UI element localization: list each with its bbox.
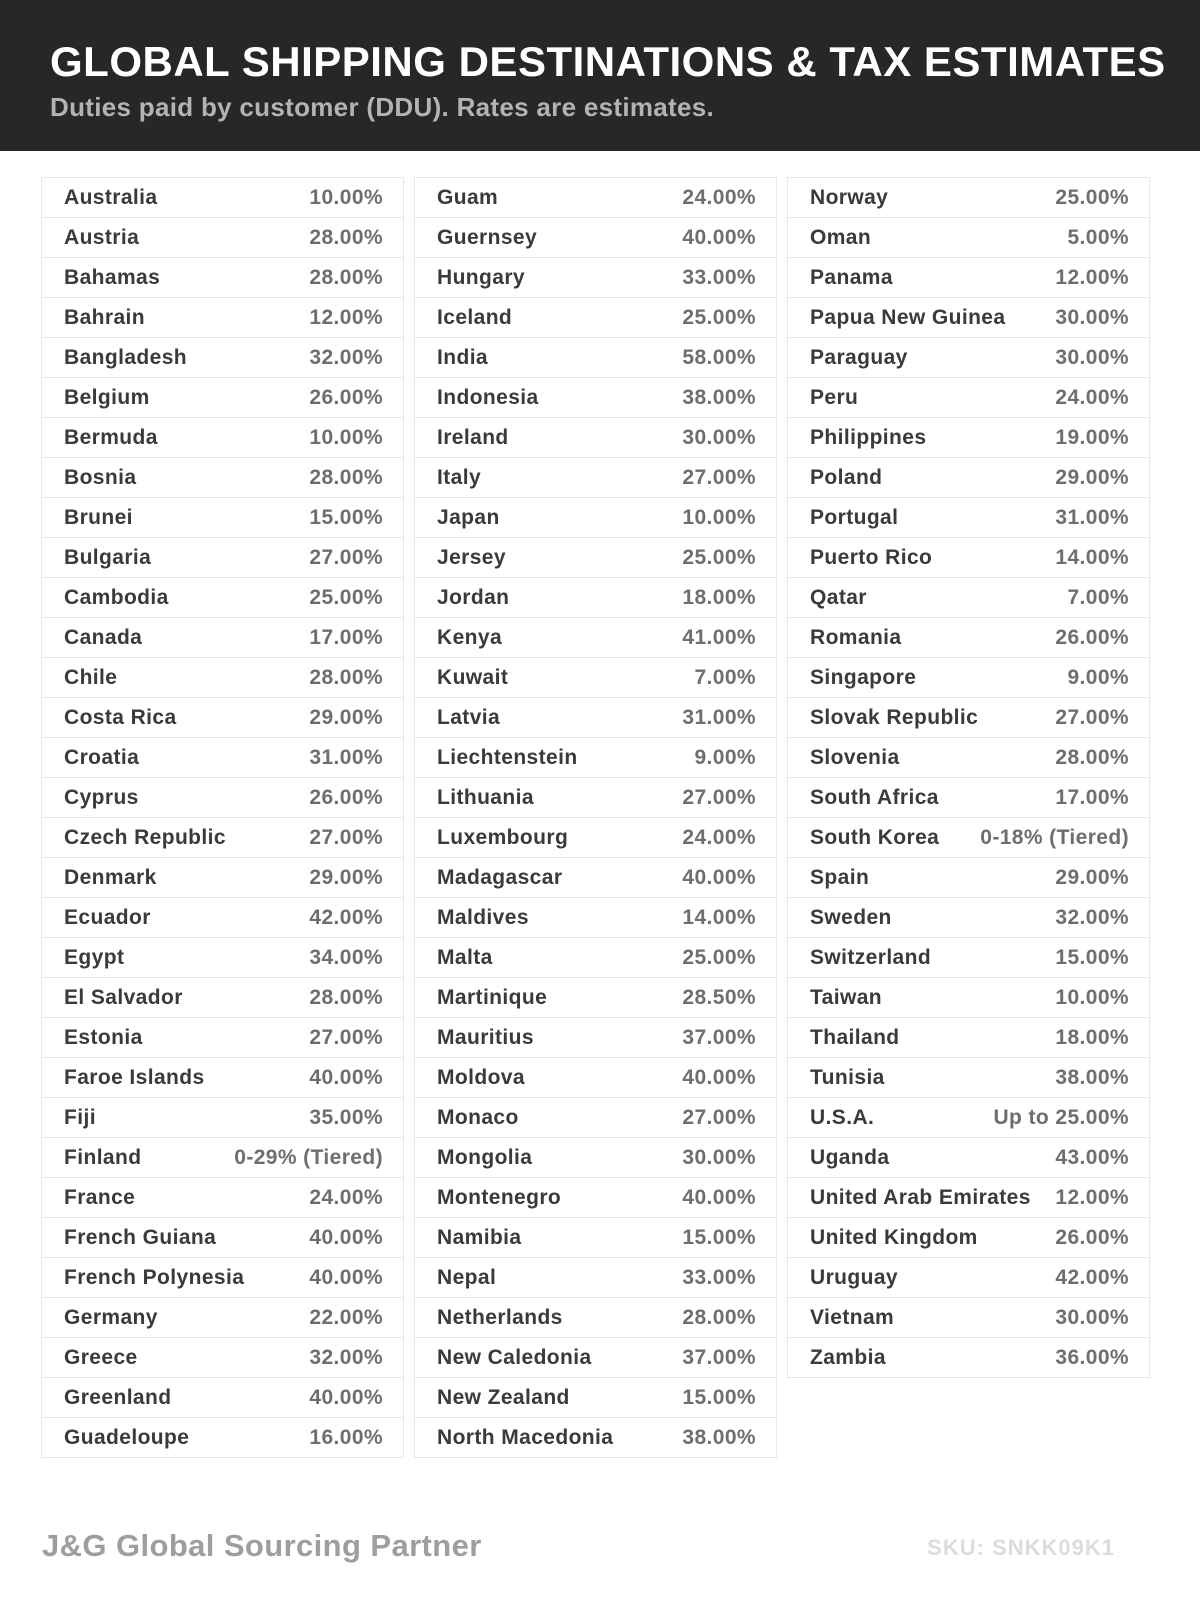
country-name: Uruguay	[810, 1265, 898, 1289]
country-name: French Guiana	[64, 1225, 217, 1249]
tax-rate-value: 9.00%	[1067, 665, 1129, 689]
tax-rate-value: 38.00%	[682, 385, 756, 409]
table-row	[787, 338, 1150, 378]
tax-rate-value: 10.00%	[682, 505, 756, 529]
country-name: El Salvador	[64, 985, 183, 1009]
country-name: Belgium	[64, 385, 150, 409]
country-name: Chile	[64, 665, 118, 689]
tax-rate-value: 10.00%	[1055, 985, 1129, 1009]
tax-rate-value: 27.00%	[1055, 705, 1129, 729]
table-row	[787, 898, 1150, 938]
country-name: Egypt	[64, 945, 125, 969]
table-row	[787, 618, 1150, 658]
table-row	[41, 978, 404, 1018]
tax-rate-value: 40.00%	[309, 1065, 383, 1089]
table-row	[41, 258, 404, 298]
table-row	[414, 458, 777, 498]
tax-rate-value: 40.00%	[309, 1385, 383, 1409]
tax-rate-value: 24.00%	[682, 825, 756, 849]
table-row	[414, 1098, 777, 1138]
tax-rate-value: 9.00%	[694, 745, 756, 769]
country-name: Bosnia	[64, 465, 137, 489]
country-name: Japan	[437, 505, 500, 529]
tax-rate-value: 25.00%	[682, 305, 756, 329]
tax-rate-value: 26.00%	[309, 385, 383, 409]
table-row	[414, 1058, 777, 1098]
table-row	[787, 498, 1150, 538]
table-row	[787, 818, 1150, 858]
table-row	[787, 778, 1150, 818]
country-name: Bahrain	[64, 305, 145, 329]
table-row	[414, 338, 777, 378]
tax-rate-value: 24.00%	[309, 1185, 383, 1209]
tax-rate-value: 35.00%	[309, 1105, 383, 1129]
table-row	[414, 538, 777, 578]
tax-rate-value: 30.00%	[682, 1145, 756, 1169]
tax-rate-value: 25.00%	[682, 945, 756, 969]
rates-column-1	[41, 177, 404, 1458]
tax-rate-value: 43.00%	[1055, 1145, 1129, 1169]
country-name: Malta	[437, 945, 493, 969]
table-row	[41, 1058, 404, 1098]
table-row	[787, 1138, 1150, 1178]
tax-rate-value: Up to 25.00%	[993, 1105, 1129, 1129]
country-name: Thailand	[810, 1025, 900, 1049]
header-banner	[0, 0, 1200, 151]
country-name: Lithuania	[437, 785, 534, 809]
table-row	[414, 1258, 777, 1298]
country-name: Croatia	[64, 745, 140, 769]
tax-rate-value: 12.00%	[309, 305, 383, 329]
tax-rate-value: 14.00%	[1055, 545, 1129, 569]
table-row	[41, 898, 404, 938]
table-row	[41, 338, 404, 378]
country-name: Greenland	[64, 1385, 172, 1409]
country-name: Nepal	[437, 1265, 497, 1289]
table-row	[41, 298, 404, 338]
tax-rate-value: 37.00%	[682, 1025, 756, 1049]
country-name: Singapore	[810, 665, 917, 689]
country-name: Faroe Islands	[64, 1065, 205, 1089]
tax-rate-value: 27.00%	[682, 465, 756, 489]
country-name: Guadeloupe	[64, 1425, 190, 1449]
country-name: Bahamas	[64, 265, 161, 289]
table-row	[787, 1098, 1150, 1138]
table-row	[414, 778, 777, 818]
country-name: Switzerland	[810, 945, 932, 969]
tax-rate-value: 32.00%	[309, 345, 383, 369]
tax-rate-value: 30.00%	[1055, 305, 1129, 329]
table-row	[414, 938, 777, 978]
tax-rate-value: 37.00%	[682, 1345, 756, 1369]
table-row	[414, 1218, 777, 1258]
table-row	[414, 1378, 777, 1418]
country-name: South Korea	[810, 825, 940, 849]
table-row	[787, 1018, 1150, 1058]
tax-rate-value: 28.50%	[682, 985, 756, 1009]
country-name: Bermuda	[64, 425, 158, 449]
table-row	[414, 378, 777, 418]
country-name: United Kingdom	[810, 1225, 978, 1249]
tax-rate-value: 30.00%	[1055, 345, 1129, 369]
table-row	[41, 458, 404, 498]
table-row	[41, 1098, 404, 1138]
table-row	[787, 1178, 1150, 1218]
tax-rate-value: 28.00%	[309, 465, 383, 489]
tax-rate-value: 38.00%	[1055, 1065, 1129, 1089]
country-name: Costa Rica	[64, 705, 177, 729]
table-row	[414, 1338, 777, 1378]
country-name: Montenegro	[437, 1185, 562, 1209]
country-name: Mongolia	[437, 1145, 533, 1169]
tax-rate-value: 5.00%	[1067, 225, 1129, 249]
tax-rate-value: 15.00%	[1055, 945, 1129, 969]
country-name: Slovenia	[810, 745, 900, 769]
table-row	[787, 1258, 1150, 1298]
tax-rate-value: 40.00%	[682, 225, 756, 249]
country-name: Puerto Rico	[810, 545, 933, 569]
table-row	[414, 1138, 777, 1178]
country-name: Guernsey	[437, 225, 538, 249]
tax-rate-value: 29.00%	[1055, 465, 1129, 489]
tax-rate-value: 16.00%	[309, 1425, 383, 1449]
tax-rate-value: 24.00%	[682, 185, 756, 209]
country-name: France	[64, 1185, 136, 1209]
tax-rate-value: 27.00%	[309, 825, 383, 849]
tax-rate-value: 22.00%	[309, 1305, 383, 1329]
tax-rate-value: 17.00%	[309, 625, 383, 649]
tax-rate-value: 15.00%	[682, 1385, 756, 1409]
footer-brand: J&G Global Sourcing Partner	[42, 1528, 482, 1563]
country-name: Germany	[64, 1305, 158, 1329]
country-name: Canada	[64, 625, 143, 649]
table-row	[414, 698, 777, 738]
country-name: Kuwait	[437, 665, 509, 689]
tax-rate-value: 27.00%	[309, 1025, 383, 1049]
country-name: Maldives	[437, 905, 529, 929]
tax-rate-value: 38.00%	[682, 1425, 756, 1449]
country-name: India	[437, 345, 489, 369]
table-row	[414, 258, 777, 298]
tax-rate-value: 15.00%	[682, 1225, 756, 1249]
table-row	[787, 1338, 1150, 1378]
country-name: Romania	[810, 625, 902, 649]
country-name: Jordan	[437, 585, 510, 609]
table-row	[414, 498, 777, 538]
country-name: Kenya	[437, 625, 503, 649]
country-name: Iceland	[437, 305, 513, 329]
tax-rate-value: 0-29% (Tiered)	[234, 1145, 383, 1169]
tax-rate-value: 27.00%	[309, 545, 383, 569]
country-name: Qatar	[810, 585, 867, 609]
table-row	[414, 618, 777, 658]
table-row	[414, 1018, 777, 1058]
country-name: United Arab Emirates	[810, 1185, 1031, 1209]
table-row	[41, 1338, 404, 1378]
country-name: Vietnam	[810, 1305, 895, 1329]
tax-rate-value: 42.00%	[1055, 1265, 1129, 1289]
table-row	[787, 218, 1150, 258]
table-row	[414, 298, 777, 338]
country-name: Cambodia	[64, 585, 169, 609]
tax-rate-value: 40.00%	[309, 1225, 383, 1249]
country-name: Australia	[64, 185, 158, 209]
country-name: Monaco	[437, 1105, 519, 1129]
tax-rate-value: 28.00%	[682, 1305, 756, 1329]
country-name: Liechtenstein	[437, 745, 578, 769]
country-name: Italy	[437, 465, 482, 489]
page-title: GLOBAL SHIPPING DESTINATIONS & TAX ESTIMATES	[50, 38, 1166, 85]
country-name: Guam	[437, 185, 499, 209]
tax-rate-value: 31.00%	[309, 745, 383, 769]
table-row	[414, 1418, 777, 1458]
table-row	[41, 498, 404, 538]
table-row	[41, 738, 404, 778]
country-name: Ireland	[437, 425, 509, 449]
country-name: Indonesia	[437, 385, 539, 409]
country-name: Martinique	[437, 985, 548, 1009]
country-name: Peru	[810, 385, 859, 409]
country-name: Netherlands	[437, 1305, 563, 1329]
table-row	[41, 618, 404, 658]
tax-rate-value: 27.00%	[682, 1105, 756, 1129]
country-name: Portugal	[810, 505, 899, 529]
country-name: French Polynesia	[64, 1265, 245, 1289]
table-row	[787, 858, 1150, 898]
country-name: Moldova	[437, 1065, 525, 1089]
tax-rate-value: 32.00%	[1055, 905, 1129, 929]
country-name: Spain	[810, 865, 870, 889]
table-row	[414, 418, 777, 458]
tax-rate-value: 24.00%	[1055, 385, 1129, 409]
tax-rate-value: 41.00%	[682, 625, 756, 649]
tax-rate-value: 10.00%	[309, 425, 383, 449]
table-row	[41, 378, 404, 418]
tax-rate-value: 26.00%	[1055, 1225, 1129, 1249]
country-name: Hungary	[437, 265, 525, 289]
country-name: U.S.A.	[810, 1105, 875, 1129]
country-name: Fiji	[64, 1105, 96, 1129]
country-name: Philippines	[810, 425, 927, 449]
table-row	[787, 978, 1150, 1018]
country-name: Cyprus	[64, 785, 139, 809]
tax-rate-value: 58.00%	[682, 345, 756, 369]
country-name: North Macedonia	[437, 1425, 614, 1449]
table-row	[787, 578, 1150, 618]
tax-rate-value: 40.00%	[309, 1265, 383, 1289]
table-row	[787, 1218, 1150, 1258]
country-name: Sweden	[810, 905, 892, 929]
tax-rate-value: 30.00%	[682, 425, 756, 449]
country-name: Finland	[64, 1145, 142, 1169]
table-row	[41, 218, 404, 258]
country-name: New Caledonia	[437, 1345, 592, 1369]
country-name: Denmark	[64, 865, 157, 889]
tax-rate-value: 7.00%	[1067, 585, 1129, 609]
country-name: Slovak Republic	[810, 705, 979, 729]
footer-sku: SKU: SNKK09K1	[927, 1535, 1115, 1560]
table-row	[787, 698, 1150, 738]
table-row	[41, 658, 404, 698]
tax-rate-value: 18.00%	[1055, 1025, 1129, 1049]
country-name: Paraguay	[810, 345, 908, 369]
table-row	[41, 1258, 404, 1298]
country-name: Bangladesh	[64, 345, 188, 369]
country-name: New Zealand	[437, 1385, 570, 1409]
table-row	[41, 578, 404, 618]
country-name: Zambia	[810, 1345, 886, 1369]
table-row	[41, 418, 404, 458]
table-row	[414, 898, 777, 938]
country-name: Panama	[810, 265, 893, 289]
rates-column-2	[414, 177, 777, 1458]
table-row	[41, 538, 404, 578]
country-name: Madagascar	[437, 865, 563, 889]
table-row	[41, 1298, 404, 1338]
country-name: Brunei	[64, 505, 133, 529]
country-name: Luxembourg	[437, 825, 569, 849]
table-row	[41, 1418, 404, 1458]
table-row	[787, 298, 1150, 338]
country-name: Greece	[64, 1345, 138, 1369]
tax-rate-value: 40.00%	[682, 1185, 756, 1209]
tax-rate-value: 12.00%	[1055, 265, 1129, 289]
country-name: Uganda	[810, 1145, 890, 1169]
table-row	[787, 1058, 1150, 1098]
table-row	[414, 1178, 777, 1218]
table-row	[787, 418, 1150, 458]
table-row	[787, 1298, 1150, 1338]
tax-rate-value: 26.00%	[309, 785, 383, 809]
tax-rate-value: 31.00%	[682, 705, 756, 729]
table-row	[41, 698, 404, 738]
tax-rate-value: 28.00%	[309, 225, 383, 249]
country-name: Papua New Guinea	[810, 305, 1006, 329]
tax-rate-value: 33.00%	[682, 265, 756, 289]
table-row	[787, 658, 1150, 698]
country-name: Taiwan	[810, 985, 883, 1009]
tax-rate-value: 40.00%	[682, 1065, 756, 1089]
tax-rate-value: 30.00%	[1055, 1305, 1129, 1329]
table-row	[41, 178, 404, 218]
tax-rate-value: 40.00%	[682, 865, 756, 889]
tax-rate-value: 12.00%	[1055, 1185, 1129, 1209]
tax-rate-value: 34.00%	[309, 945, 383, 969]
table-row	[41, 1018, 404, 1058]
tax-rate-value: 28.00%	[309, 985, 383, 1009]
country-name: Czech Republic	[64, 825, 226, 849]
tax-rate-value: 27.00%	[682, 785, 756, 809]
table-row	[787, 938, 1150, 978]
tax-rate-value: 0-18% (Tiered)	[980, 825, 1129, 849]
table-row	[41, 1138, 404, 1178]
table-row	[787, 178, 1150, 218]
tax-rate-value: 26.00%	[1055, 625, 1129, 649]
tax-rate-value: 29.00%	[1055, 865, 1129, 889]
tax-rate-value: 29.00%	[309, 865, 383, 889]
tax-rate-value: 18.00%	[682, 585, 756, 609]
country-name: Tunisia	[810, 1065, 885, 1089]
table-row	[414, 978, 777, 1018]
rates-column-3	[787, 177, 1150, 1378]
table-row	[414, 578, 777, 618]
table-row	[41, 1218, 404, 1258]
table-row	[414, 818, 777, 858]
table-row	[414, 1298, 777, 1338]
table-row	[414, 218, 777, 258]
tax-rate-value: 17.00%	[1055, 785, 1129, 809]
table-row	[414, 858, 777, 898]
table-row	[787, 738, 1150, 778]
table-row	[41, 818, 404, 858]
tax-rate-value: 28.00%	[309, 665, 383, 689]
country-name: Poland	[810, 465, 883, 489]
tax-rate-value: 25.00%	[1055, 185, 1129, 209]
tax-rate-value: 28.00%	[1055, 745, 1129, 769]
tax-rate-value: 32.00%	[309, 1345, 383, 1369]
table-row	[41, 938, 404, 978]
tax-rate-value: 29.00%	[309, 705, 383, 729]
country-name: Namibia	[437, 1225, 522, 1249]
table-row	[787, 258, 1150, 298]
table-row	[414, 738, 777, 778]
page-subtitle: Duties paid by customer (DDU). Rates are estimates.	[50, 92, 715, 122]
country-name: Estonia	[64, 1025, 143, 1049]
country-name: South Africa	[810, 785, 939, 809]
country-name: Norway	[810, 185, 889, 209]
table-row	[41, 1378, 404, 1418]
country-name: Bulgaria	[64, 545, 152, 569]
rates-table	[41, 177, 1150, 1458]
tax-rate-value: 10.00%	[309, 185, 383, 209]
tax-rate-value: 33.00%	[682, 1265, 756, 1289]
table-row	[41, 1178, 404, 1218]
table-row	[787, 538, 1150, 578]
tax-rate-value: 28.00%	[309, 265, 383, 289]
tax-rate-value: 25.00%	[682, 545, 756, 569]
tax-rate-value: 14.00%	[682, 905, 756, 929]
table-row	[41, 858, 404, 898]
tax-rate-value: 36.00%	[1055, 1345, 1129, 1369]
country-name: Ecuador	[64, 905, 151, 929]
tax-rate-value: 25.00%	[309, 585, 383, 609]
tax-rate-value: 31.00%	[1055, 505, 1129, 529]
table-row	[414, 658, 777, 698]
country-name: Jersey	[437, 545, 506, 569]
table-row	[41, 778, 404, 818]
country-name: Mauritius	[437, 1025, 534, 1049]
country-name: Latvia	[437, 705, 501, 729]
tax-rate-value: 19.00%	[1055, 425, 1129, 449]
tax-rate-value: 42.00%	[309, 905, 383, 929]
tax-rate-value: 15.00%	[309, 505, 383, 529]
country-name: Austria	[64, 225, 140, 249]
table-row	[787, 458, 1150, 498]
table-row	[787, 378, 1150, 418]
tax-rate-value: 7.00%	[694, 665, 756, 689]
table-row	[414, 178, 777, 218]
country-name: Oman	[810, 225, 872, 249]
